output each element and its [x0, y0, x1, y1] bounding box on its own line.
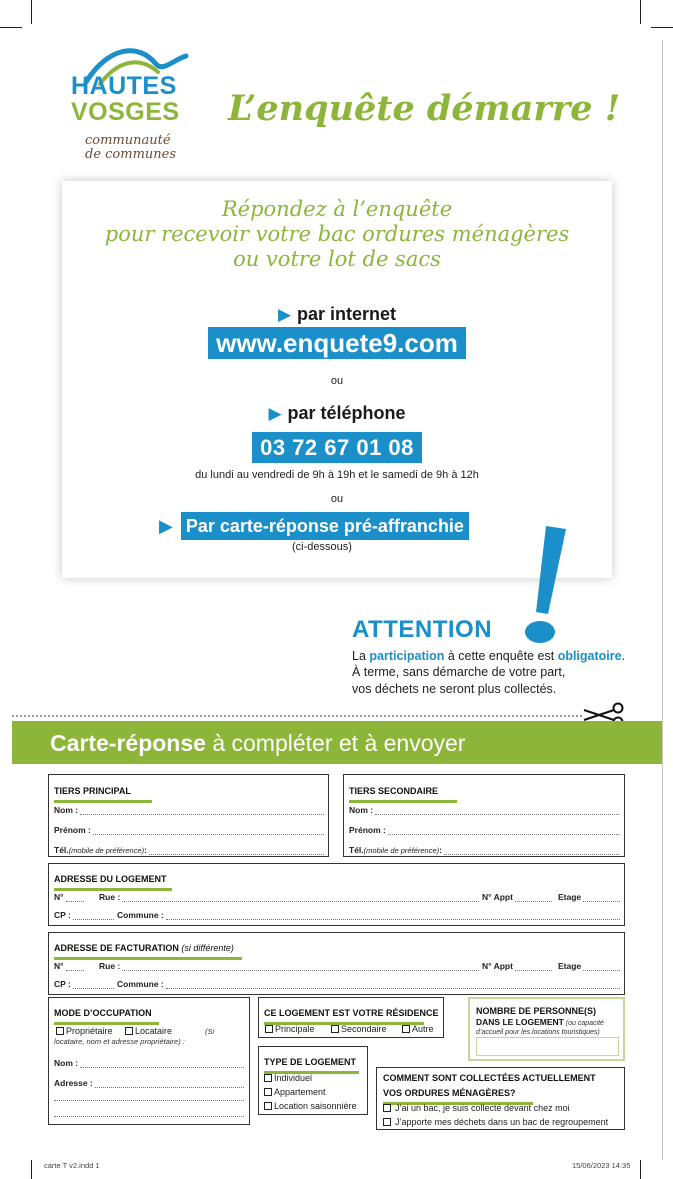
residence-secondaire-checkbox[interactable] [331, 1024, 387, 1034]
triangle-right-icon: ▶ [268, 404, 282, 423]
field-line [375, 807, 619, 815]
field-label: Tél. [349, 845, 364, 855]
field-label: Commune : [117, 910, 164, 920]
collecte-box [376, 1067, 625, 1130]
type-individuel-checkbox[interactable] [264, 1073, 312, 1083]
card-lead-line: Répondez à l’enquête [221, 197, 453, 221]
option-label: Principale [275, 1024, 315, 1034]
headline: L’enquête démarre ! [228, 88, 621, 129]
option-label: Location saisonnière [274, 1101, 357, 1111]
checkbox-icon [264, 1088, 272, 1096]
address-line[interactable] [54, 1116, 244, 1117]
residence-autre-checkbox[interactable] [402, 1024, 434, 1034]
adresse-logement-heading [54, 869, 172, 891]
collecte-heading-2 [383, 1083, 533, 1105]
phone-box [62, 432, 612, 463]
cp-field[interactable] [54, 910, 114, 920]
crop-mark [640, 0, 641, 24]
field-line [66, 963, 84, 971]
field-line [80, 1060, 244, 1068]
checkbox-icon [402, 1025, 410, 1033]
heading-underline [54, 888, 172, 891]
section-note: (ou capacité d’accueil pour les locations touristiques) [476, 1020, 604, 1036]
checkbox-icon [383, 1118, 391, 1126]
attention-text [352, 648, 625, 697]
field-line [93, 827, 324, 835]
phone-hours: du lundi au vendredi de 9h à 19h et le samedi de 9h à 12h [195, 469, 479, 481]
numero-field[interactable] [54, 892, 84, 902]
section-heading: TYPE DE LOGEMENT [264, 1057, 357, 1067]
tiers-secondaire-heading [349, 781, 457, 803]
card-note: (ci-dessous) [292, 541, 352, 553]
logo [68, 42, 208, 167]
option-label: J’apporte mes déchets dans un bac de regroupement [395, 1117, 609, 1127]
attention-line-2: À terme, sans démarche de votre part, [352, 665, 566, 680]
mode-occupation-box [48, 997, 250, 1125]
proprietaire-adresse-field[interactable] [54, 1078, 244, 1088]
collecte-bac-checkbox[interactable] [383, 1103, 570, 1113]
adresse-facturation-box [48, 932, 625, 995]
type-logement-box [258, 1046, 368, 1115]
option-label: Propriétaire [66, 1026, 113, 1036]
field-line [73, 912, 114, 920]
or-text-1: ou [330, 375, 344, 387]
field-line [95, 1080, 244, 1088]
field-line [122, 894, 479, 902]
crop-mark [31, 1160, 32, 1179]
attention-text-part: La [352, 649, 370, 663]
field-line [583, 963, 620, 971]
field-line [444, 847, 619, 855]
field-line [73, 981, 114, 989]
tiers-secondaire-box [343, 774, 625, 857]
field-line [166, 981, 620, 989]
card-response-banner [12, 721, 662, 764]
crop-mark [0, 27, 22, 28]
field-label: Nom : [349, 805, 374, 815]
personnes-heading-1: NOMBRE DE PERSONNE(S) [476, 1006, 597, 1016]
prenom-field[interactable] [349, 825, 619, 835]
crop-mark [651, 27, 673, 28]
checkbox-icon [265, 1025, 273, 1033]
field-label: Commune : [117, 979, 164, 989]
field-label: Nom : [54, 805, 79, 815]
exclamation-icon [520, 524, 568, 644]
attention-keyword: participation [369, 649, 445, 663]
attention-text-part: . [621, 649, 626, 663]
adresse-facturation-heading [54, 938, 242, 960]
nom-field[interactable] [349, 805, 619, 815]
option-label: Locataire [135, 1026, 173, 1036]
field-label: Prénom : [54, 825, 91, 835]
logo-line-1: HAUTES [71, 72, 177, 100]
field-label: N° [54, 961, 64, 971]
phone-number[interactable]: 03 72 67 01 08 [252, 432, 422, 463]
etage-field[interactable] [558, 961, 620, 971]
section-heading: ADRESSE DU LOGEMENT [54, 874, 167, 884]
address-line[interactable] [54, 1100, 244, 1101]
residence-heading [264, 1003, 439, 1025]
internet-label: par internet [297, 304, 397, 324]
field-label: : [439, 845, 442, 855]
option-label: Autre [412, 1024, 434, 1034]
tel-field[interactable] [349, 845, 619, 855]
cut-line [12, 715, 582, 717]
checkbox-icon [383, 1104, 391, 1112]
field-label: N° Appt [482, 961, 513, 971]
field-label: Tél. [54, 845, 69, 855]
rue-field[interactable] [99, 961, 479, 971]
card-lead-line: ou votre lot de sacs [233, 247, 441, 272]
url-box [62, 327, 612, 359]
option-label: Individuel [274, 1073, 313, 1083]
option-label: J’ai un bac, je suis collecté devant chez moi [395, 1103, 570, 1113]
field-line [149, 847, 324, 855]
appt-field[interactable] [482, 892, 552, 902]
appt-field[interactable] [482, 961, 552, 971]
collecte-heading-1: COMMENT SONT COLLECTÉES ACTUELLEMENT [383, 1073, 596, 1083]
section-heading: CE LOGEMENT EST VOTRE RÉSIDENCE [264, 1008, 439, 1018]
info-card [62, 181, 612, 578]
tiers-principal-heading [54, 781, 152, 803]
field-label: Rue : [99, 892, 121, 902]
triangle-right-icon: ▶ [159, 516, 173, 536]
collecte-regroupement-checkbox[interactable] [383, 1117, 608, 1127]
checkbox-icon [331, 1025, 339, 1033]
crop-mark [640, 1160, 641, 1179]
card-response-label: Par carte-réponse pré-affranchie [181, 512, 469, 540]
section-heading: TIERS SECONDAIRE [349, 786, 439, 796]
field-label: CP : [54, 979, 71, 989]
locataire-note: (Si locataire, nom et adresse propriétaire) : [54, 1027, 215, 1047]
rue-field[interactable] [99, 892, 479, 902]
section-note: (si différente) [181, 943, 234, 953]
proprietaire-nom-field[interactable] [54, 1058, 244, 1068]
phone-label: par téléphone [287, 403, 406, 423]
checkbox-icon [264, 1074, 272, 1082]
field-line [583, 894, 620, 902]
crop-mark [31, 0, 32, 24]
survey-url-link[interactable]: www.enquete9.com [208, 327, 466, 359]
residence-box [258, 997, 444, 1038]
method-phone [62, 403, 612, 424]
type-logement-heading [264, 1052, 359, 1074]
option-label: Secondaire [341, 1024, 387, 1034]
card-lead [62, 197, 612, 273]
field-line [388, 827, 619, 835]
attention-line-3: vos déchets ne seront plus collectés. [352, 681, 557, 696]
checkbox-icon [264, 1102, 272, 1110]
attention-text-part: à cette enquête est [444, 649, 558, 663]
field-label: Rue : [99, 961, 121, 971]
field-label: Etage [558, 892, 582, 902]
field-line [122, 963, 479, 971]
or-text-2: ou [330, 493, 344, 505]
field-label: N° Appt [482, 892, 513, 902]
section-heading: TIERS PRINCIPAL [54, 786, 131, 796]
logo-line-2: VOSGES [71, 98, 180, 126]
section-heading: MODE D’OCCUPATION [54, 1008, 152, 1018]
crop-mark [662, 40, 663, 1160]
prenom-field[interactable] [54, 825, 324, 835]
banner-title-bold: Carte-réponse [50, 730, 206, 756]
nombre-personnes-box [468, 997, 625, 1061]
personnes-heading-2 [476, 1017, 619, 1038]
field-label: Etage [558, 961, 582, 971]
commune-field[interactable] [117, 910, 620, 920]
field-line [515, 963, 552, 971]
field-note: (mobile de préférence) [68, 846, 145, 855]
footer-date: 15/06/2023 14:35 [572, 1161, 631, 1170]
field-line [515, 894, 552, 902]
etage-field[interactable] [558, 892, 620, 902]
type-appartement-checkbox[interactable] [264, 1087, 326, 1097]
field-line [166, 912, 620, 920]
field-note: (mobile de préférence) [363, 846, 440, 855]
heading-underline [54, 800, 152, 803]
field-label: N° [54, 892, 64, 902]
adresse-logement-box [48, 863, 625, 926]
numero-field[interactable] [54, 961, 84, 971]
mode-occupation-heading [54, 1003, 159, 1025]
heading-underline [54, 1022, 159, 1025]
commune-field[interactable] [117, 979, 620, 989]
triangle-right-icon: ▶ [277, 305, 292, 324]
personnes-input[interactable] [476, 1037, 619, 1056]
field-label: : [144, 845, 147, 855]
heading-underline [54, 957, 242, 960]
attention-title: ATTENTION [352, 616, 493, 643]
type-saisonniere-checkbox[interactable] [264, 1101, 357, 1111]
residence-principale-checkbox[interactable] [265, 1024, 315, 1034]
field-line [80, 807, 324, 815]
logo-sub-2: de communes [85, 147, 177, 162]
field-line [66, 894, 84, 902]
tiers-principal-box [48, 774, 329, 857]
section-heading: ADRESSE DE FACTURATION [54, 943, 179, 953]
attention-keyword: obligatoire [557, 649, 622, 663]
field-label: CP : [54, 910, 71, 920]
footer-file: carte T v2.indd 1 [44, 1161, 100, 1170]
nom-field[interactable] [54, 805, 324, 815]
method-internet [62, 304, 612, 325]
heading-underline [349, 800, 457, 803]
field-label: Adresse : [54, 1078, 93, 1088]
card-lead-line: pour recevoir votre bac ordures ménagères [104, 222, 570, 247]
logo-sub-1: communauté [85, 133, 171, 148]
field-label: Prénom : [349, 825, 386, 835]
banner-title-rest: à compléter et à envoyer [205, 730, 466, 756]
section-heading: VOS ORDURES MÉNAGÈRES? [383, 1088, 516, 1098]
tel-field[interactable] [54, 845, 324, 855]
section-heading: DANS LE LOGEMENT [476, 1017, 564, 1027]
method-card [159, 512, 469, 540]
option-label: Appartement [274, 1087, 326, 1097]
cp-field[interactable] [54, 979, 114, 989]
field-label: Nom : [54, 1058, 79, 1068]
